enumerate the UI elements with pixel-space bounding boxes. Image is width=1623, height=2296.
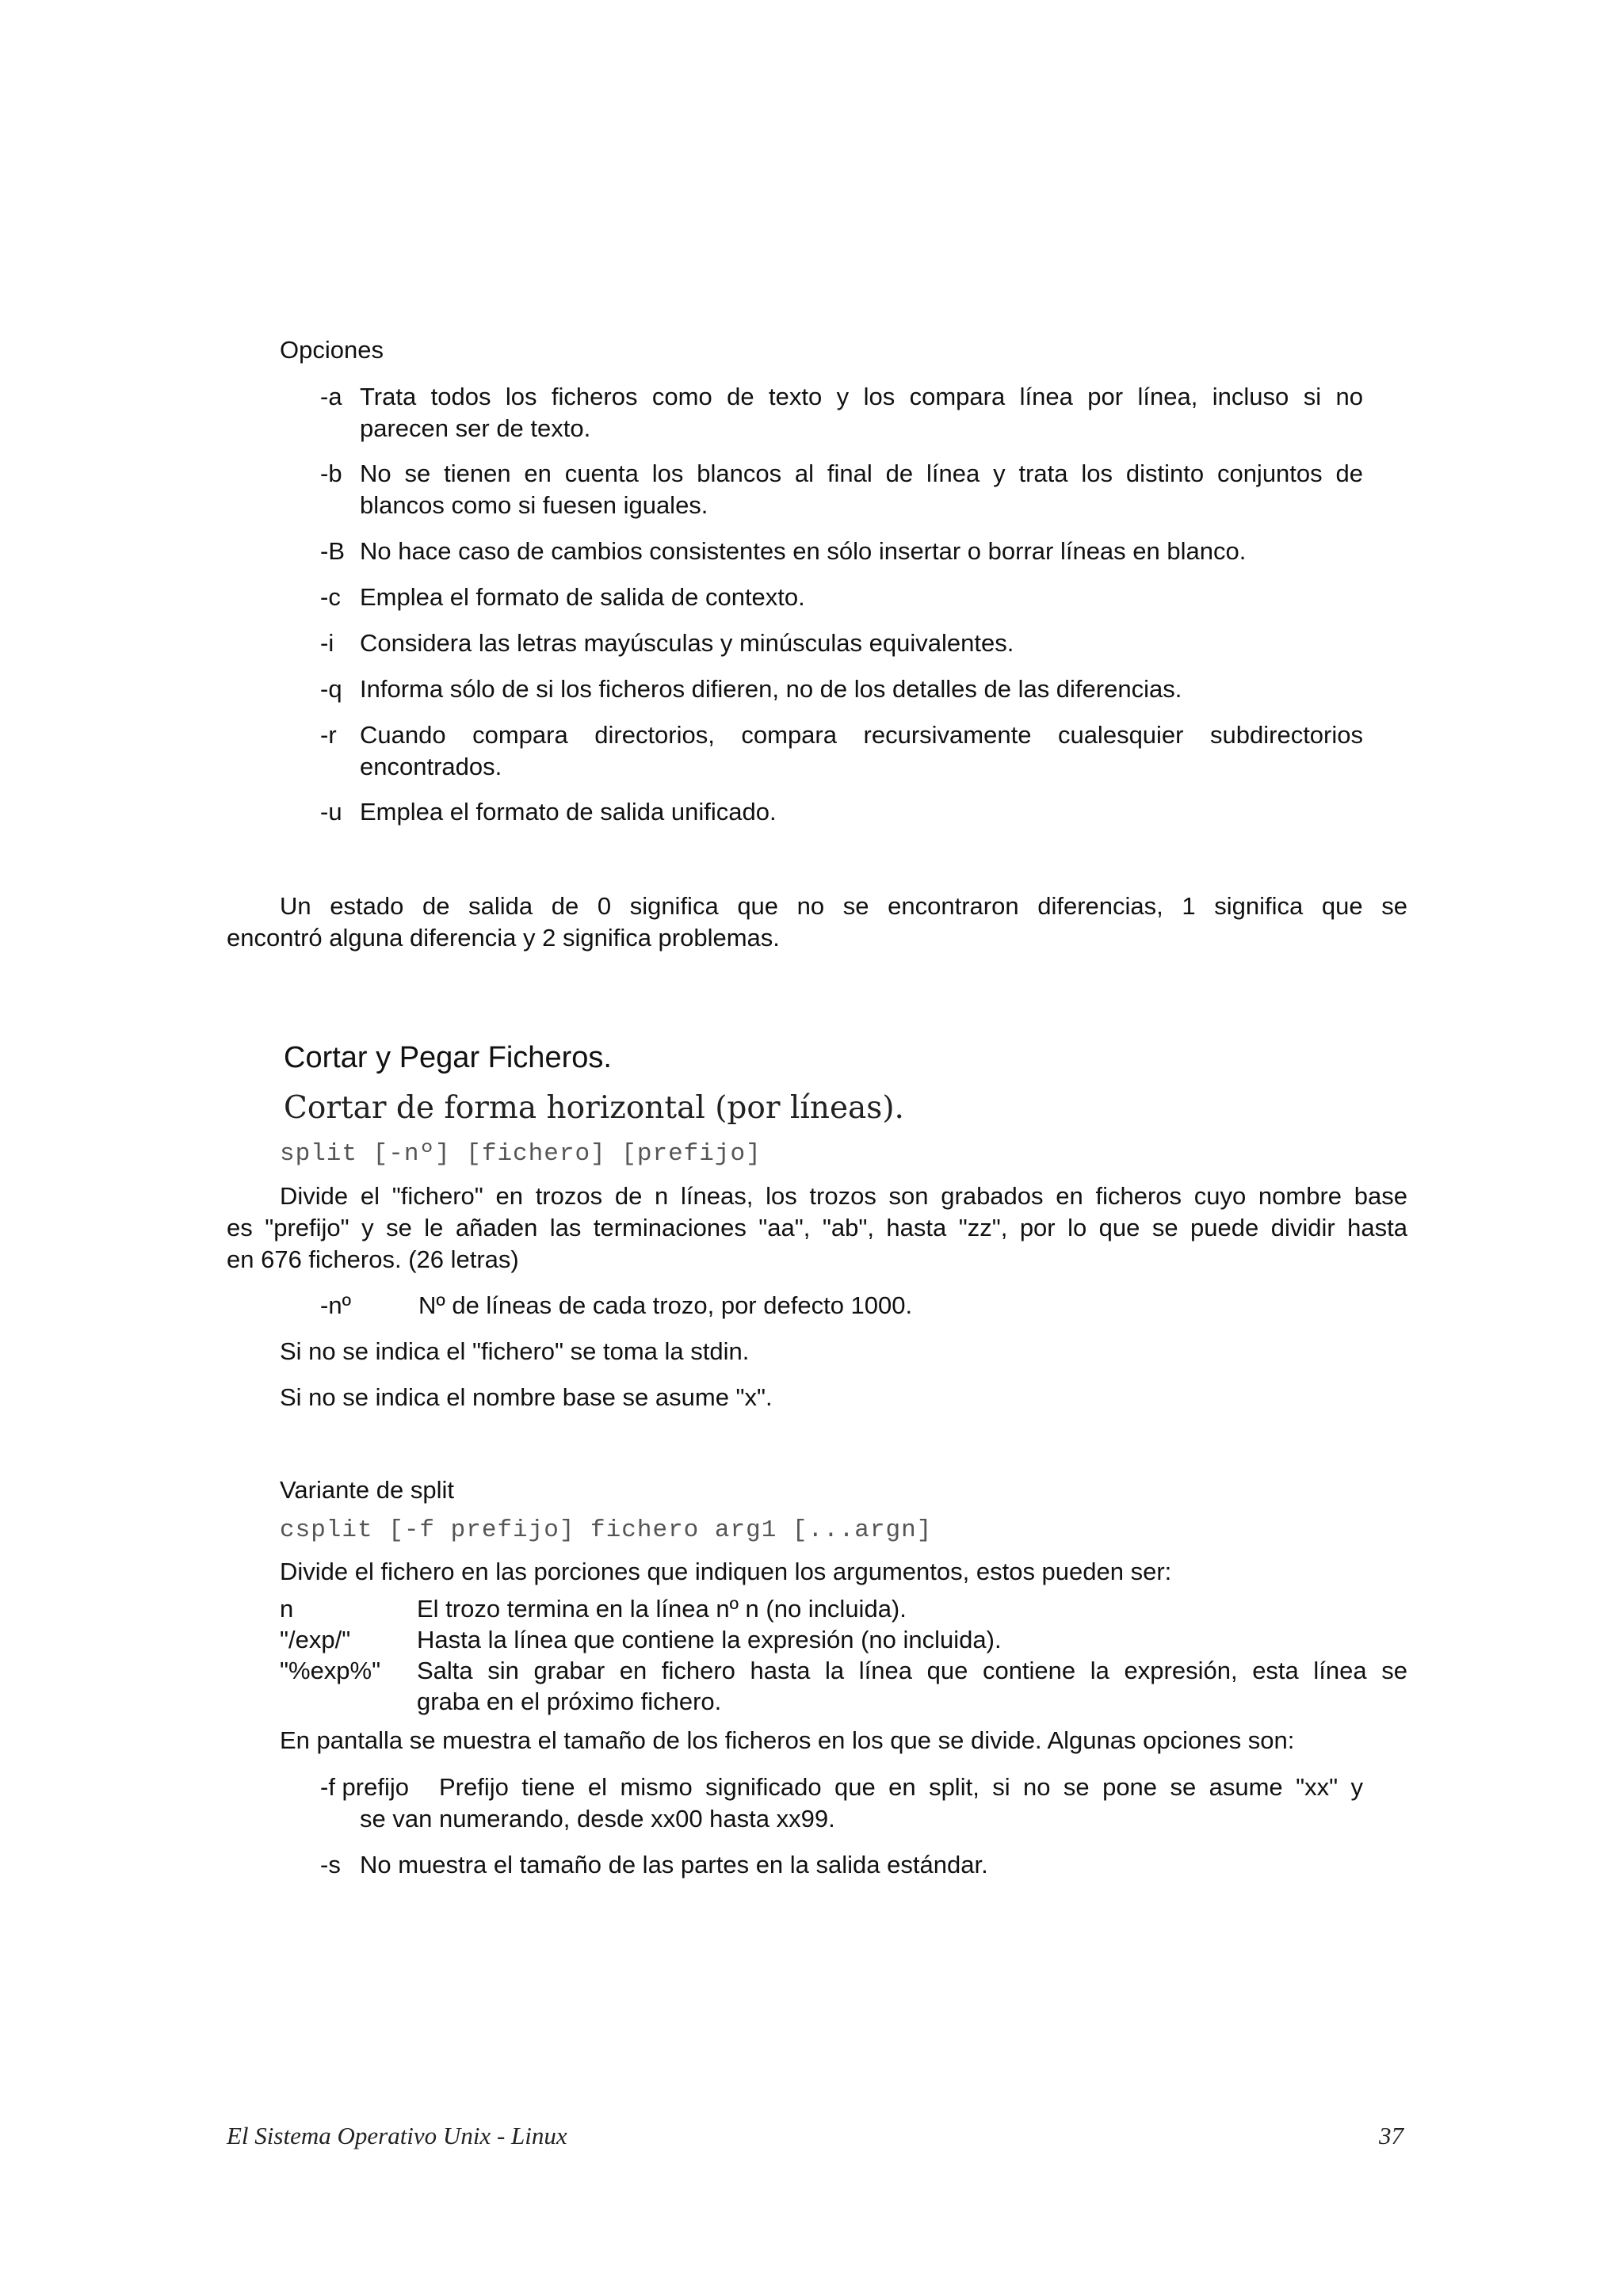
- option-flag: -s: [320, 1851, 341, 1878]
- option-desc-line: No hace caso de cambios consistentes en sólo insertar o borrar líneas en blanco.: [360, 537, 1247, 565]
- split-note: Si no se indica el "fichero" se toma la stdin.: [280, 1337, 750, 1365]
- option-desc-line: encontrados.: [360, 753, 502, 780]
- option-desc-line: Emplea el formato de salida unificado.: [360, 798, 777, 826]
- options-title: Opciones: [280, 336, 384, 364]
- exit-status-line: Un estado de salida de 0 significa que no se encontraron diferencias, 1 significa que se: [280, 892, 1407, 920]
- split-description-line: Divide el "fichero" en trozos de n líneas, los trozos son grabados en ficheros cuyo nombre base: [280, 1182, 1407, 1210]
- option-desc-line: Considera las letras mayúsculas y minúsculas equivalentes.: [360, 629, 1014, 657]
- option-a: [320, 381, 1363, 444]
- option-flag: -c: [320, 583, 341, 611]
- option-desc-line: Cuando compara directorios, compara recursivamente cualesquier subdirectorios: [360, 721, 1363, 749]
- csplit-arg: "/exp/": [280, 1626, 351, 1653]
- split-description-line: en 676 ficheros. (26 letras): [227, 1245, 519, 1273]
- csplit-arg: "%exp%": [280, 1657, 381, 1684]
- option-flag: -r: [320, 721, 337, 749]
- option-r: [320, 719, 1363, 783]
- option-flag: -B: [320, 537, 345, 565]
- split-option-flag: -nº: [320, 1291, 351, 1319]
- option-i: [320, 627, 1363, 659]
- option-q: [320, 673, 1363, 705]
- option-desc-line: parecen ser de texto.: [360, 414, 591, 442]
- option-u: [320, 796, 1363, 828]
- csplit-option-s: [320, 1849, 1363, 1881]
- csplit-title: Variante de split: [280, 1476, 454, 1504]
- csplit-arg-desc: Hasta la línea que contiene la expresión (no incluida).: [417, 1626, 1002, 1653]
- option-B: [320, 536, 1363, 567]
- csplit-arg: n: [280, 1595, 294, 1623]
- option-flag: -u: [320, 798, 342, 826]
- option-c: [320, 582, 1363, 613]
- option-desc-line: No se tienen en cuenta los blancos al final de línea y trata los distinto conjuntos de: [360, 460, 1363, 487]
- option-desc-line: No muestra el tamaño de las partes en la salida estándar.: [360, 1851, 988, 1878]
- csplit-arg-desc: graba en el próximo fichero.: [417, 1688, 722, 1715]
- csplit-arg-desc: Salta sin grabar en fichero hasta la línea que contiene la expresión, esta línea se: [417, 1657, 1407, 1684]
- option-flag: -b: [320, 460, 342, 487]
- option-desc-line: Prefijo tiene el mismo significado que en split, si no se pone se asume "xx" y: [439, 1773, 1363, 1801]
- option-desc-line: se van numerando, desde xx00 hasta xx99.: [360, 1805, 835, 1833]
- option-desc-line: Trata todos los ficheros como de texto y los compara línea por línea, incluso si no: [360, 383, 1363, 410]
- option-flag: -q: [320, 675, 342, 703]
- section-heading: Cortar y Pegar Ficheros.: [284, 1041, 612, 1074]
- csplit-screen-note: En pantalla se muestra el tamaño de los ficheros en los que se divide. Algunas opciones son:: [280, 1726, 1295, 1754]
- option-flag: -i: [320, 629, 334, 657]
- option-desc-line: Informa sólo de si los ficheros difieren, no de los detalles de las diferencias.: [360, 675, 1182, 703]
- option-desc-line: blancos como si fuesen iguales.: [360, 491, 708, 519]
- option-desc-line: Emplea el formato de salida de contexto.: [360, 583, 805, 611]
- option-flag: -a: [320, 383, 342, 410]
- split-option-desc: Nº de líneas de cada trozo, por defecto 1000.: [418, 1291, 913, 1319]
- exit-status-line: encontró alguna diferencia y 2 significa problemas.: [227, 924, 780, 952]
- footer-title: El Sistema Operativo Unix - Linux: [227, 2122, 567, 2149]
- split-command: split [-nº] [fichero] [prefijo]: [280, 1140, 762, 1168]
- csplit-intro: Divide el fichero en las porciones que indiquen los argumentos, estos pueden ser:: [280, 1558, 1172, 1585]
- split-note: Si no se indica el nombre base se asume "x".: [280, 1383, 773, 1411]
- split-description-line: es "prefijo" y se le añaden las terminaciones "aa", "ab", hasta "zz", por lo que se puede dividir hasta: [227, 1214, 1407, 1241]
- csplit-arg-desc: El trozo termina en la línea nº n (no incluida).: [417, 1595, 907, 1623]
- option-flag: -f prefijo: [320, 1773, 409, 1801]
- csplit-command: csplit [-f prefijo] fichero arg1 [...argn]: [280, 1516, 933, 1544]
- csplit-option-f: [320, 1772, 1363, 1835]
- option-b: [320, 458, 1363, 521]
- page-number: 37: [1379, 2122, 1403, 2149]
- section-subheading: Cortar de forma horizontal (por líneas).: [284, 1090, 904, 1126]
